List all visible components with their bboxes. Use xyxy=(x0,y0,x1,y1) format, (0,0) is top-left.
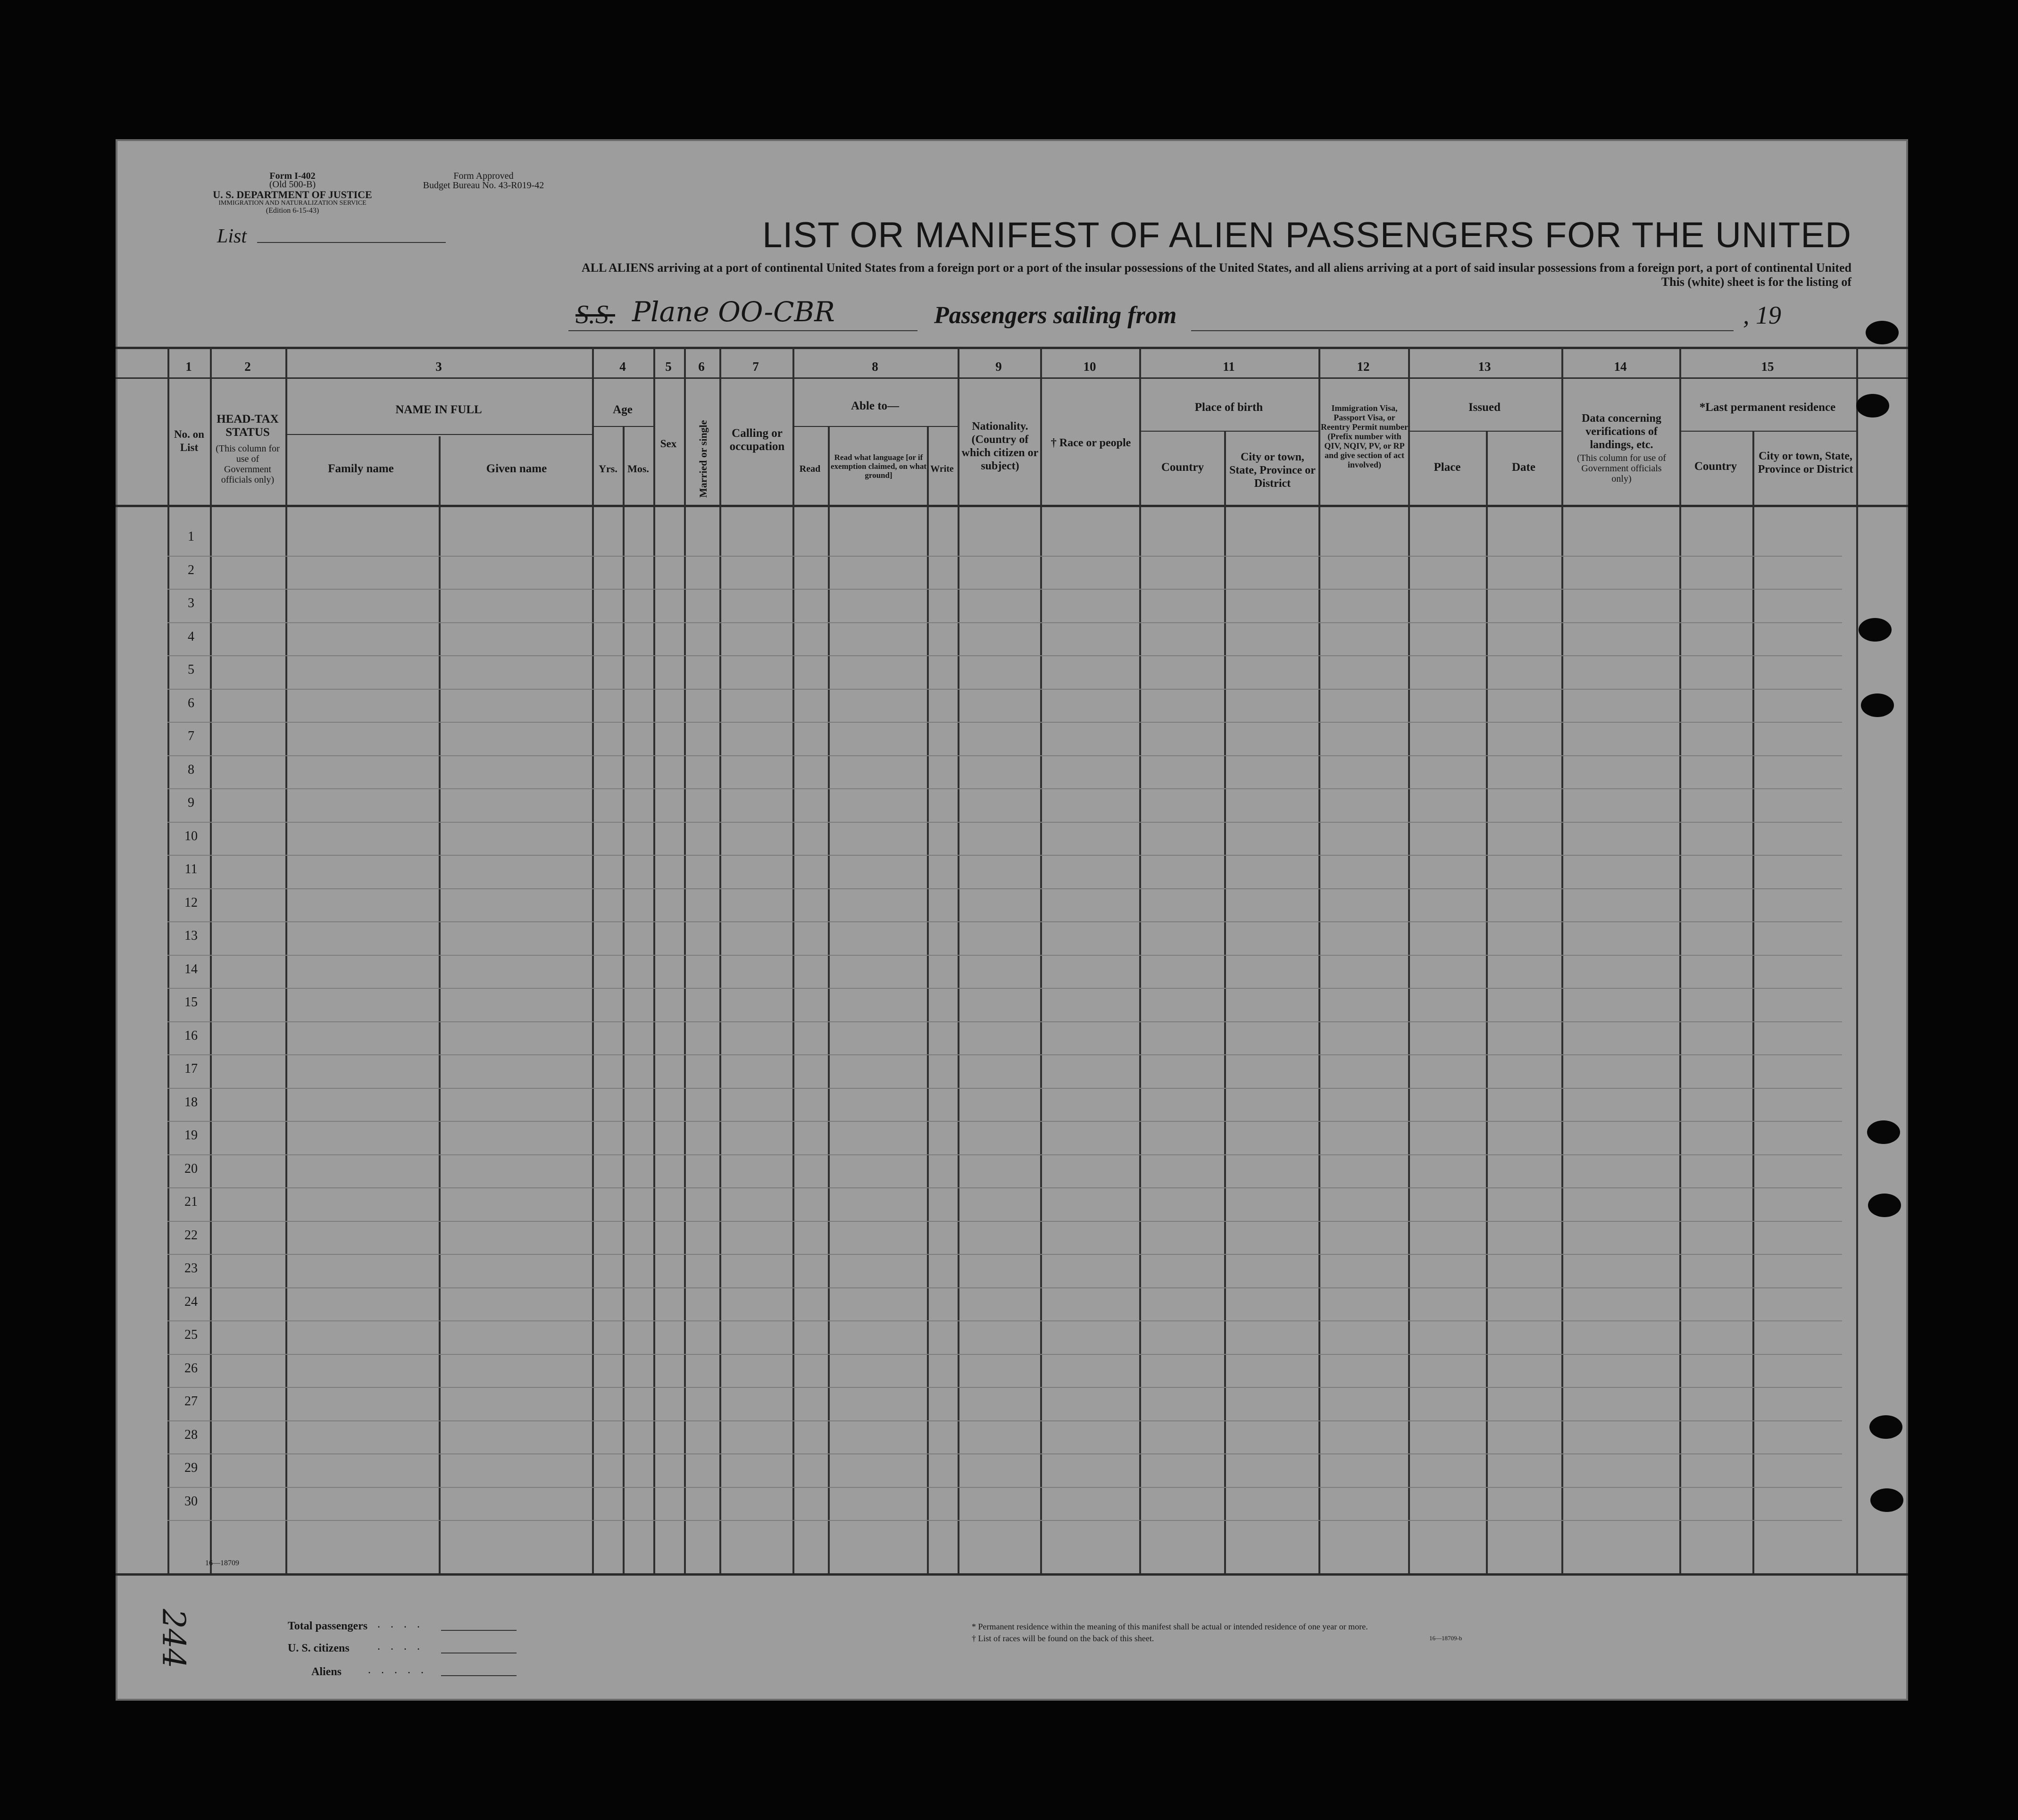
row-rule xyxy=(167,1387,1842,1388)
row-rule xyxy=(167,988,1842,989)
header-race: † Race or people xyxy=(1051,437,1131,449)
binder-hole xyxy=(1868,1194,1901,1217)
row-number: 30 xyxy=(184,1494,198,1509)
header-age-yrs: Yrs. xyxy=(599,463,617,475)
row-number: 26 xyxy=(184,1361,198,1376)
row-number: 17 xyxy=(184,1061,198,1076)
header-verifications-note: (This column for use of Government officials only) xyxy=(1577,453,1666,484)
row-number: 10 xyxy=(184,828,198,843)
header-residence-country: Country xyxy=(1694,460,1737,473)
row-number: 6 xyxy=(188,695,194,710)
row-number: 1 xyxy=(188,529,194,544)
row-number: 29 xyxy=(184,1461,198,1475)
binder-hole xyxy=(1866,321,1899,344)
row-rule xyxy=(167,1287,1842,1288)
department: U. S. DEPARTMENT OF JUSTICE xyxy=(213,189,372,200)
row-rule xyxy=(167,855,1842,856)
row-number: 11 xyxy=(184,862,198,877)
row-number: 7 xyxy=(188,729,194,743)
row-rule xyxy=(167,556,1842,557)
row-rule xyxy=(167,1354,1842,1355)
row-rule xyxy=(167,722,1842,723)
row-number: 21 xyxy=(184,1194,198,1209)
colnum-11: 11 xyxy=(1223,359,1235,374)
row-number: 28 xyxy=(184,1427,198,1442)
row-rule xyxy=(167,1088,1842,1089)
aliens-label: Aliens xyxy=(311,1666,342,1678)
row-rule xyxy=(167,955,1842,956)
row-rule xyxy=(167,822,1842,823)
header-birth-city: City or town, State, Province or District xyxy=(1229,451,1316,490)
subtitle-line-1: ALL ALIENS arriving at a port of continental United States from a foreign port or a port of the insular possessions of the United States, and all aliens arriving at a port of said insular possessions from a foreign port, a port of continental United xyxy=(581,261,1851,275)
footnote-races: † List of races will be found on the back of this sheet. xyxy=(972,1634,1154,1643)
service-name: IMMIGRATION AND NATURALIZATION SERVICE xyxy=(218,200,367,207)
header-visa: Immigration Visa, Passport Visa, or Reentry Permit number (Prefix number with QIV, NQIV, PV, or RP and give section of act involved) xyxy=(1321,403,1408,469)
list-blank xyxy=(257,242,446,243)
row-number: 13 xyxy=(184,928,198,943)
subtitle-line-2: This (white) sheet is for the listing of xyxy=(1661,275,1851,289)
vessel-prefix: S.S. xyxy=(575,300,615,329)
row-number: 8 xyxy=(188,762,194,777)
row-number: 16 xyxy=(184,1028,198,1043)
binder-hole xyxy=(1861,693,1894,717)
row-rule xyxy=(167,1320,1842,1321)
form-approved: Form Approved xyxy=(453,171,514,181)
row-rule xyxy=(167,1154,1842,1155)
row-number: 22 xyxy=(184,1227,198,1243)
colnum-3: 3 xyxy=(435,359,442,374)
row-number: 27 xyxy=(184,1394,198,1409)
colnum-15: 15 xyxy=(1761,359,1774,374)
header-calling: Calling or occupation xyxy=(729,427,785,453)
colnum-14: 14 xyxy=(1614,359,1627,374)
header-read: Read xyxy=(799,464,821,474)
row-rule xyxy=(167,1221,1842,1222)
binder-hole xyxy=(1869,1415,1902,1439)
row-number: 4 xyxy=(188,629,194,644)
colnum-5: 5 xyxy=(665,359,672,374)
year-prefix: , 19 xyxy=(1743,301,1781,329)
row-rule xyxy=(167,1520,1842,1521)
binder-hole xyxy=(1870,1488,1903,1512)
row-rule xyxy=(167,1021,1842,1022)
colnum-7: 7 xyxy=(752,359,759,374)
total-passengers-label: Total passengers xyxy=(288,1620,368,1632)
header-verifications: Data concerning verifications of landings, etc. xyxy=(1582,412,1661,451)
row-number: 9 xyxy=(188,795,194,810)
header-given-name: Given name xyxy=(486,462,547,475)
aliens-blank xyxy=(441,1675,517,1676)
row-rule xyxy=(167,622,1842,623)
header-birth-country: Country xyxy=(1161,461,1204,474)
header-married-single: Married or single xyxy=(697,420,709,498)
row-rule xyxy=(167,589,1842,590)
colnum-4: 4 xyxy=(619,359,626,374)
row-number: 20 xyxy=(184,1161,198,1176)
header-name-in-full: NAME IN FULL xyxy=(395,403,482,416)
row-number: 23 xyxy=(184,1261,198,1276)
row-rule xyxy=(167,1187,1842,1188)
manifest-sheet: Form I-402 (Old 500-B) U. S. DEPARTMENT OF JUSTICE IMMIGRATION AND NATURALIZATION SERVICE (Edition 6-15-43) Form Approved Budget Bureau No. 43-R019-42 List LIST OR MANIFEST OF ALIEN PASSENGERS FOR THE UNITED ALL ALIENS arriving at a port of continental United States from a foreign port or a port of the insular possessions of the United States, and all aliens arriving at a port of said insular possessions from a foreign port, a port of continental United This (white) sheet is for the listing of S.S. Plane OO-CBR Passengers sailing from , 19 1 2 3 4 5 6 7 8 9 10 11 12 13 14 15 No. on List HEAD-TAX STATUS (This column for use of Government officials only) NAME IN FULL Family name Given name Age Yrs. Mos. Sex Married or single Calling or occupation Able to— Read Read what language [or if exemption claimed, on what ground] Write Nationality. (Country of which citizen or subject) † Race or people Place of birth Country City or town, State, Province or District Immigration Visa, Passport Visa, or Reentry Permit number (Prefix number with QIV, NQIV, PV, or RP and give section of act involved) Issued Place Date Data concerning verifications of landings, etc. (This column for use of Government officials only) *Last permanent residence Country City or town, State, Province or District 1 2 3 4 5 6 7 8 9 10 11 12 13 14 15 16 17 18 19 20 21 22 23 24 25 26 27 28 29 30 16—18709 Total passengers U. S. citizens Aliens . . . . . . . . . . . . . * Permanent residence within the meaning of this manifest shall be actual or intended residence of one year or more. † List of races will be found on the back of this sheet. 16—18709-b 244 xyxy=(116,139,1908,1701)
header-no-on-list: No. on List xyxy=(174,428,204,453)
row-rule xyxy=(167,1121,1842,1122)
header-read-language: Read what language [or if exemption claimed, on what ground] xyxy=(830,453,927,480)
header-head-tax-note: (This column for use of Government officials only) xyxy=(216,443,280,485)
row-number: 2 xyxy=(188,562,194,577)
row-number: 15 xyxy=(184,995,198,1010)
form-title: LIST OR MANIFEST OF ALIEN PASSENGERS FOR THE UNITED xyxy=(762,215,1851,255)
edition: (Edition 6-15-43) xyxy=(266,207,319,215)
header-issued: Issued xyxy=(1468,401,1501,414)
colnum-2: 2 xyxy=(244,359,251,374)
column-number-divider xyxy=(116,377,1908,379)
row-rule xyxy=(167,1254,1842,1255)
header-nationality: Nationality. (Country of which citizen or subject) xyxy=(961,420,1039,472)
form-number: Form I-402 xyxy=(269,171,316,181)
header-sex: Sex xyxy=(660,438,677,450)
us-citizens-label: U. S. citizens xyxy=(288,1642,350,1654)
list-label: List xyxy=(217,225,247,247)
vessel-name-handwritten: Plane OO-CBR xyxy=(632,296,835,328)
old-form-number: (Old 500-B) xyxy=(269,179,316,190)
row-rule xyxy=(167,755,1842,756)
header-head-tax: HEAD-TAX STATUS xyxy=(217,413,279,439)
footnote-permanent-residence: * Permanent residence within the meaning of this manifest shall be actual or intended residence of one year or more. xyxy=(972,1622,1368,1631)
total-passengers-blank xyxy=(441,1630,517,1631)
header-place-of-birth: Place of birth xyxy=(1194,401,1263,414)
header-issued-date: Date xyxy=(1512,461,1535,474)
header-residence-city: City or town, State, Province or District xyxy=(1758,450,1853,476)
row-rule xyxy=(167,1453,1842,1454)
row-rule xyxy=(167,689,1842,690)
row-number: 14 xyxy=(184,961,198,977)
row-number: 18 xyxy=(184,1094,198,1110)
header-able-to: Able to— xyxy=(851,400,900,412)
row-number: 19 xyxy=(184,1128,198,1143)
binder-hole xyxy=(1859,618,1892,642)
row-rule xyxy=(167,655,1842,656)
sailing-from-label: Passengers sailing from xyxy=(934,302,1177,329)
row-number: 24 xyxy=(184,1294,198,1309)
header-bottom-border xyxy=(116,505,1908,507)
colnum-13: 13 xyxy=(1478,359,1491,374)
row-number: 3 xyxy=(188,596,194,610)
row-rule xyxy=(167,888,1842,889)
binder-hole xyxy=(1867,1120,1900,1144)
row-rule xyxy=(167,1420,1842,1421)
row-number: 5 xyxy=(188,662,194,677)
header-last-residence: *Last permanent residence xyxy=(1699,401,1836,414)
colnum-9: 9 xyxy=(995,359,1002,374)
vessel-blank xyxy=(568,330,917,331)
row-rule xyxy=(167,788,1842,789)
colnum-6: 6 xyxy=(698,359,705,374)
table-bottom-border xyxy=(116,1573,1908,1576)
footer-code: 16—18709-b xyxy=(1429,1635,1462,1642)
handwritten-page-number: 244 xyxy=(155,1609,192,1669)
table-top-border xyxy=(116,347,1908,349)
header-age-mos: Mos. xyxy=(627,463,649,475)
header-write: Write xyxy=(930,464,954,474)
row-number: 12 xyxy=(184,895,198,910)
header-age: Age xyxy=(613,403,633,416)
colnum-12: 12 xyxy=(1357,359,1370,374)
row-number: 25 xyxy=(184,1327,198,1342)
row-rule xyxy=(167,1054,1842,1055)
header-issued-place: Place xyxy=(1434,461,1461,474)
binder-hole xyxy=(1856,394,1889,417)
colnum-8: 8 xyxy=(872,359,878,374)
colnum-10: 10 xyxy=(1083,359,1096,374)
budget-bureau: Budget Bureau No. 43-R019-42 xyxy=(423,180,544,191)
printer-code: 16—18709 xyxy=(205,1559,239,1567)
row-rule xyxy=(167,921,1842,922)
header-family-name: Family name xyxy=(328,462,394,475)
row-rule xyxy=(167,1487,1842,1488)
colnum-1: 1 xyxy=(185,359,192,374)
